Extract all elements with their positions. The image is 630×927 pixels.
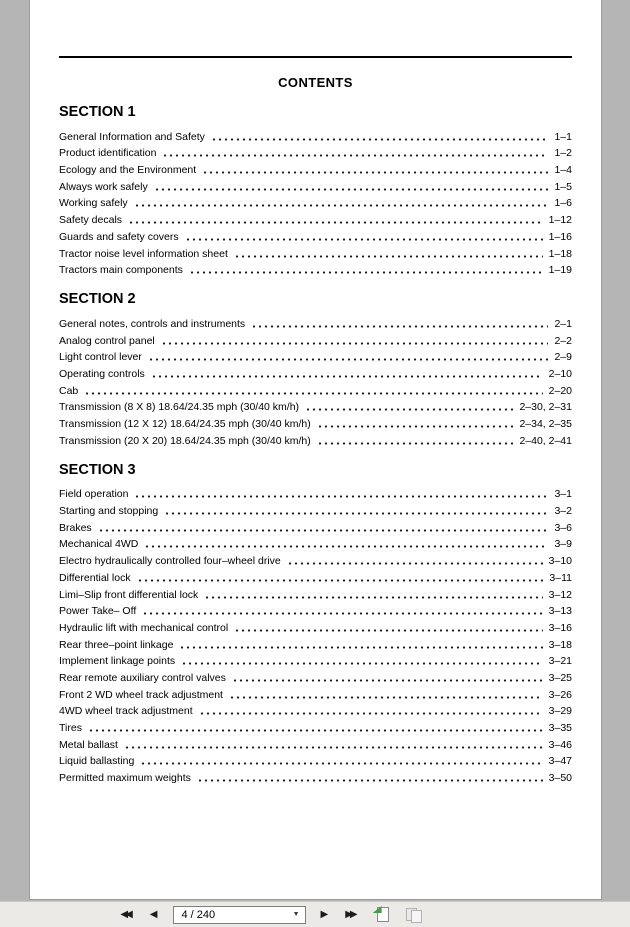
dot-leader bbox=[137, 579, 544, 582]
toc-entry-label: Tractors main components bbox=[59, 264, 183, 277]
toc-entry bbox=[59, 314, 572, 331]
toc-entry-label: General notes, controls and instruments bbox=[59, 317, 246, 330]
next-page-button[interactable]: ▶ bbox=[319, 907, 331, 923]
toc-entry-page: 2–2 bbox=[554, 334, 572, 347]
toc-entry bbox=[59, 348, 572, 365]
dot-leader bbox=[84, 392, 542, 395]
toc-entry-label: Limi–Slip front differential lock bbox=[59, 588, 199, 601]
dot-leader bbox=[154, 188, 549, 191]
dot-leader bbox=[164, 512, 548, 515]
dot-leader bbox=[179, 646, 542, 649]
previous-page-button[interactable]: ◀ bbox=[148, 907, 160, 923]
dot-leader bbox=[305, 408, 513, 411]
toc-entry-page: 3–2 bbox=[554, 505, 572, 518]
last-page-button[interactable]: ▶▶ bbox=[343, 907, 359, 923]
toc-entry bbox=[59, 414, 572, 431]
dot-leader bbox=[202, 171, 548, 174]
dot-leader bbox=[151, 375, 543, 378]
toc-entry bbox=[59, 618, 572, 635]
toc-entry-page: 3–16 bbox=[548, 621, 572, 634]
dot-leader bbox=[144, 545, 548, 548]
dot-leader bbox=[134, 204, 549, 207]
toc-entry bbox=[59, 652, 572, 669]
copy-pages-icon[interactable] bbox=[404, 906, 422, 923]
toc-entry bbox=[59, 398, 572, 415]
import-page-icon[interactable] bbox=[373, 906, 391, 923]
toc-entry-label: Light control lever bbox=[59, 351, 142, 364]
chevron-down-icon[interactable]: ▼ bbox=[292, 911, 300, 918]
toc-entry-label: 4WD wheel track adjustment bbox=[59, 705, 193, 718]
toc-entry-page: 1–4 bbox=[554, 164, 572, 177]
toc-entry bbox=[59, 518, 572, 535]
toc-entry bbox=[59, 331, 572, 348]
toc-entry bbox=[59, 485, 572, 502]
toc-entry-page: 3–26 bbox=[548, 688, 572, 701]
toc-entry-page: 3–10 bbox=[548, 555, 572, 568]
section-heading: SECTION 3 bbox=[59, 461, 136, 478]
toc-entry-page: 2–30, 2–31 bbox=[519, 401, 572, 414]
toc-entry bbox=[59, 635, 572, 652]
toc-entry bbox=[59, 735, 572, 752]
toc-entry-page: 1–2 bbox=[554, 147, 572, 160]
toc-entry-label: Implement linkage points bbox=[59, 655, 176, 668]
toc-entry-page: 1–18 bbox=[548, 247, 572, 260]
toc-entry-label: Liquid ballasting bbox=[59, 755, 135, 768]
toc-entry-page: 3–46 bbox=[548, 738, 572, 751]
toc-entry-page: 3–29 bbox=[548, 705, 572, 718]
toc-entry-page: 3–35 bbox=[548, 722, 572, 734]
toc-entry-label: Ecology and the Environment bbox=[59, 164, 197, 177]
toc-entry bbox=[59, 244, 572, 261]
dot-leader bbox=[88, 729, 543, 732]
toc-entry bbox=[59, 210, 572, 227]
toc-entry bbox=[59, 668, 572, 685]
toc-entry-page: 1–19 bbox=[548, 264, 572, 277]
toc-entry-label: Rear three–point linkage bbox=[59, 638, 174, 651]
toc-entry-label: Electro hydraulically controlled four–wheel drive bbox=[59, 555, 281, 568]
toc-entry-label: Differential lock bbox=[59, 571, 131, 584]
toc-entry-page: 3–1 bbox=[554, 488, 572, 501]
toc-entry bbox=[59, 144, 572, 161]
dot-leader bbox=[197, 779, 543, 782]
toc-entry-page: 3–12 bbox=[548, 588, 572, 601]
toc-entry-page: 2–9 bbox=[554, 351, 572, 364]
dot-leader bbox=[199, 712, 543, 715]
toc-entry bbox=[59, 227, 572, 244]
toc-entry-label: Product identification bbox=[59, 147, 157, 160]
toc-entry-label: Always work safely bbox=[59, 180, 148, 193]
toc-entry-label: General Information and Safety bbox=[59, 130, 205, 143]
dot-leader bbox=[148, 358, 549, 361]
toc-entry-label: Analog control panel bbox=[59, 334, 155, 347]
dot-leader bbox=[317, 442, 514, 445]
section-heading: SECTION 2 bbox=[59, 291, 136, 308]
toc-entry bbox=[59, 602, 572, 619]
table-of-contents bbox=[59, 104, 572, 785]
toc-entry-label: Hydraulic lift with mechanical control bbox=[59, 621, 229, 634]
page-indicator: 4 / 240 bbox=[181, 908, 216, 921]
toc-entry-label: Working safely bbox=[59, 197, 128, 210]
toc-entry-label: Mechanical 4WD bbox=[59, 538, 139, 551]
toc-entry bbox=[59, 431, 572, 448]
dot-leader bbox=[142, 612, 542, 615]
toc-entry-page: 1–12 bbox=[548, 214, 572, 227]
toc-entry bbox=[59, 768, 572, 785]
toc-entry bbox=[59, 702, 572, 719]
dot-leader bbox=[161, 342, 549, 345]
toc-entry-label: Permitted maximum weights bbox=[59, 772, 191, 785]
toc-entry-label: Power Take– Off bbox=[59, 605, 137, 618]
toc-entry bbox=[59, 364, 572, 381]
toc-entry-page: 3–6 bbox=[554, 521, 572, 534]
dot-leader bbox=[234, 629, 542, 632]
dot-leader bbox=[287, 562, 543, 565]
page-number-combobox[interactable] bbox=[173, 906, 306, 924]
toc-entry bbox=[59, 551, 572, 568]
contents-title: CONTENTS bbox=[278, 75, 353, 90]
toc-entry-page: 3–50 bbox=[548, 772, 572, 785]
toc-entry-page: 1–1 bbox=[554, 130, 572, 143]
toc-entry bbox=[59, 752, 572, 769]
viewer-toolbar bbox=[0, 901, 630, 927]
toc-entry-label: Metal ballast bbox=[59, 738, 118, 751]
toc-entry-label: Operating controls bbox=[59, 367, 145, 380]
toc-entry-label: Field operation bbox=[59, 488, 129, 501]
dot-leader bbox=[251, 325, 548, 328]
toc-entry bbox=[59, 501, 572, 518]
dot-leader bbox=[140, 762, 542, 765]
toc-entry-label: Safety decals bbox=[59, 214, 123, 227]
toc-entry-page: 3–13 bbox=[548, 605, 572, 618]
toc-entry-label: Tires bbox=[59, 722, 82, 734]
dot-leader bbox=[124, 746, 543, 749]
toc-entry-label: Cab bbox=[59, 384, 79, 397]
toc-entry-page: 3–18 bbox=[548, 638, 572, 651]
dot-leader bbox=[234, 255, 543, 258]
toc-entry-page: 2–10 bbox=[548, 367, 572, 380]
toc-entry-page: 3–21 bbox=[548, 655, 572, 668]
dot-leader bbox=[204, 596, 542, 599]
toc-entry bbox=[59, 685, 572, 702]
toc-entry-page: 3–25 bbox=[548, 671, 572, 684]
page-front-glyph bbox=[411, 910, 422, 923]
dot-leader bbox=[128, 221, 543, 224]
dot-leader bbox=[317, 425, 514, 428]
toc-entry bbox=[59, 160, 572, 177]
toc-entry bbox=[59, 568, 572, 585]
toc-entry-label: Transmission (20 X 20) 18.64/24.35 mph (30/40 km/h) bbox=[59, 434, 311, 447]
toc-entry-page: 3–11 bbox=[549, 571, 572, 584]
document-page bbox=[30, 0, 601, 899]
toc-entry bbox=[59, 127, 572, 144]
dot-leader bbox=[189, 271, 543, 274]
toc-entry bbox=[59, 535, 572, 552]
dot-leader bbox=[185, 238, 543, 241]
dot-leader bbox=[232, 679, 543, 682]
toc-entry-page: 2–40, 2–41 bbox=[519, 434, 572, 447]
toc-entry bbox=[59, 585, 572, 602]
toc-entry-label: Transmission (12 X 12) 18.64/24.35 mph (30/40 km/h) bbox=[59, 418, 311, 430]
toc-entry bbox=[59, 381, 572, 398]
dot-leader bbox=[181, 662, 542, 665]
toc-entry-page: 3–47 bbox=[548, 755, 572, 768]
toc-entry bbox=[59, 194, 572, 211]
toc-entry-label: Front 2 WD wheel track adjustment bbox=[59, 688, 223, 701]
toc-entry bbox=[59, 718, 572, 735]
title-rule bbox=[59, 56, 572, 58]
toc-entry-page: 1–16 bbox=[548, 230, 572, 243]
toc-entry-label: Rear remote auxiliary control valves bbox=[59, 671, 226, 684]
dot-leader bbox=[211, 138, 549, 141]
toc-entry-label: Guards and safety covers bbox=[59, 230, 179, 243]
toc-entry-page: 2–1 bbox=[554, 317, 572, 330]
toc-entry-label: Transmission (8 X 8) 18.64/24.35 mph (30/40 km/h) bbox=[59, 401, 300, 414]
toc-entry-label: Brakes bbox=[59, 521, 92, 534]
toc-entry-page: 3–9 bbox=[554, 538, 572, 551]
toc-entry bbox=[59, 261, 572, 278]
first-page-button[interactable]: ◀◀ bbox=[118, 907, 134, 923]
toc-entry-page: 2–34, 2–35 bbox=[519, 418, 572, 430]
section-heading: SECTION 1 bbox=[59, 104, 136, 120]
dot-leader bbox=[162, 154, 548, 157]
dot-leader bbox=[98, 529, 549, 532]
toc-entry-page: 2–20 bbox=[548, 384, 572, 397]
toc-entry-label: Tractor noise level information sheet bbox=[59, 247, 228, 260]
toc-entry bbox=[59, 177, 572, 194]
toc-entry-page: 1–6 bbox=[554, 197, 572, 210]
page-content bbox=[30, 56, 601, 785]
dot-leader bbox=[229, 696, 543, 699]
toc-entry-page: 1–5 bbox=[554, 180, 572, 193]
dot-leader bbox=[134, 495, 548, 498]
toc-entry-label: Starting and stopping bbox=[59, 505, 159, 518]
